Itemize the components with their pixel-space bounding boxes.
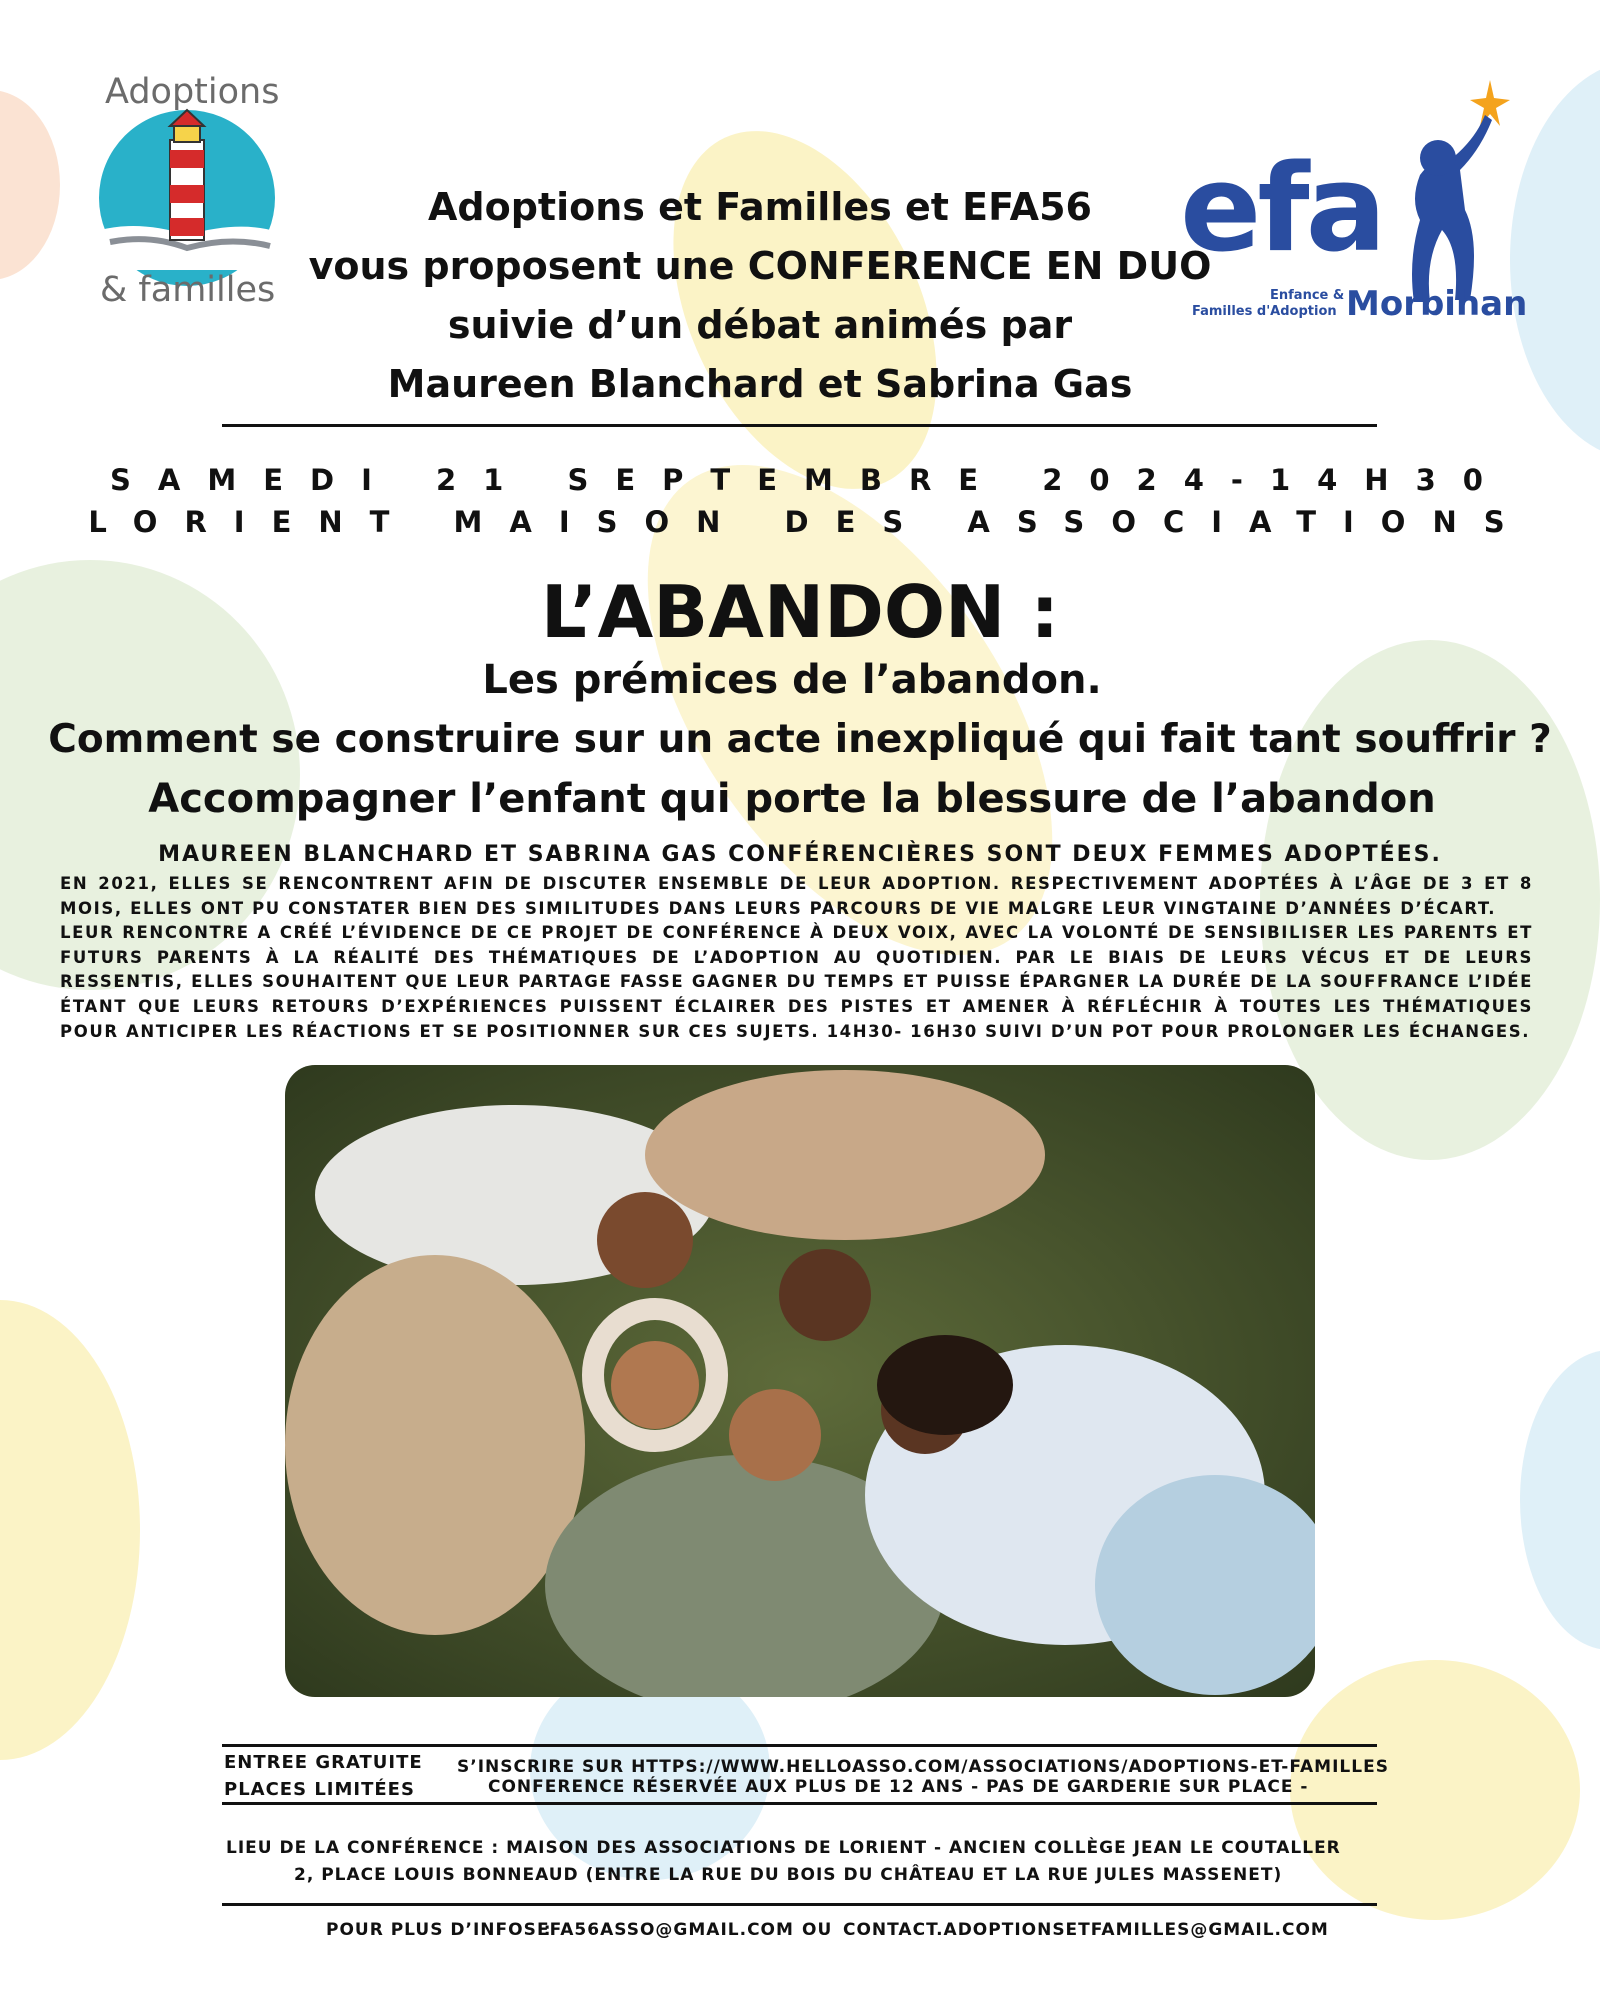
- efa-region-text: Morbihan: [1346, 284, 1528, 324]
- body-heading: MAUREEN BLANCHARD ET SABRINA GAS CONFÉRENCIÈRES SONT DEUX FEMMES ADOPTÉES.: [158, 842, 1442, 867]
- intro-line-4: Maureen Blanchard et Sabrina Gas: [387, 362, 1133, 406]
- efa-small-line2: Familles d'Adoption: [1192, 304, 1337, 319]
- email-adoptions-familles[interactable]: CONTACT.ADOPTIONSETFAMILLES@GMAIL.COM: [843, 1920, 1329, 1940]
- intro-block: [0, 178, 1560, 414]
- age-restriction: CONFERENCE RÉSERVÉE AUX PLUS DE 12 ANS - PAS DE GARDERIE SUR PLACE -: [488, 1777, 1309, 1797]
- footer-divider-1: [222, 1744, 1377, 1747]
- entry-free: ENTREE GRATUITE: [224, 1752, 423, 1773]
- efa-small-line1: Enfance &: [1270, 288, 1345, 303]
- intro-line-1: Adoptions et Familles et EFA56: [428, 185, 1092, 229]
- event-date: SAMEDI 21 SEPTEMBRE 2024-14H30: [110, 463, 1510, 497]
- places-limited: PLACES LIMITÉES: [224, 1779, 415, 1800]
- intro-line-2: vous proposent une CONFERENCE EN DUO: [308, 244, 1212, 288]
- body-text: [60, 872, 1533, 1044]
- main-title: L’ABANDON :: [540, 570, 1060, 654]
- body-paragraph-1: EN 2021, ELLES SE RENCONTRENT AFIN DE DISCUTER ENSEMBLE DE LEUR ADOPTION. RESPECTIVEMENT ADOPTÉES À L’ÂGE DE 3 ET 8 MOIS, ELLES ONT PU CONSTATER BIEN DES SIMILITUDES DANS LEURS PARCOURS DE VIE MALGRE LEUR VINGTAINE D’ANNÉES D’ÉCART.: [60, 874, 1533, 918]
- intro-line-3: suivie d’un débat animés par: [447, 303, 1073, 347]
- venue-line-1: LIEU DE LA CONFÉRENCE : MAISON DES ASSOCIATIONS DE LORIENT - ANCIEN COLLÈGE JEAN LE COUTALLER: [226, 1838, 1341, 1858]
- event-place: LORIENT MAISON DES ASSOCIATIONS: [88, 505, 1532, 539]
- email-efa56[interactable]: EFA56ASSO@GMAIL.COM: [537, 1920, 794, 1940]
- subtitle-2: Comment se construire sur un acte inexpliqué qui fait tant souffrir ?: [48, 717, 1552, 762]
- register-link[interactable]: S’INSCRIRE SUR HTTPS://WWW.HELLOASSO.COM/ASSOCIATIONS/ADOPTIONS-ET-FAMILLES: [457, 1757, 1389, 1777]
- efa-brand-text: efa: [1180, 140, 1383, 279]
- subtitle-3: Accompagner l’enfant qui porte la blessure de l’abandon: [148, 776, 1436, 822]
- body-paragraph-2: LEUR RENCONTRE A CRÉÉ L’ÉVIDENCE DE CE PROJET DE CONFÉRENCE À DEUX VOIX, AVEC LA VOLONTÉ DE SENSIBILISER LES PARENTS ET FUTURS PARENTS À LA RÉALITÉ DES THÉMATIQUES DE L’ADOPTION AU QUOTIDIEN. PAR LE BIAIS DE LEURS VÉCUS ET DE LEURS RESSENTIS, ELLES SOUHAITENT QUE LEUR PARTAGE FASSE GAGNER DU TEMPS ET PUISSE ÉPARGNER LA DURÉE DE LA SOUFFRANCE L’IDÉE ÉTANT QUE LEURS RETOURS D’EXPÉRIENCES PUISSENT ÉCLAIRER DES PISTES ET AMENER À RÉFLÉCHIR À TOUTES LES THÉMATIQUES POUR ANTICIPER LES RÉACTIONS ET SE POSITIONNER SUR CES SUJETS. 14H30- 16H30 SUIVI D’UN POT POUR PROLONGER LES ÉCHANGES.: [60, 923, 1533, 1041]
- bg-blob-yellow-bottom-right: [1290, 1660, 1580, 1920]
- left-logo-top-text: Adoptions: [105, 72, 280, 112]
- bg-blob-yellow-left: [0, 1300, 140, 1760]
- footer-divider-3: [222, 1903, 1377, 1906]
- footer-divider-2: [222, 1802, 1377, 1805]
- venue-line-2: 2, PLACE LOUIS BONNEAUD (ENTRE LA RUE DU BOIS DU CHÂTEAU ET LA RUE JULES MASSENET): [294, 1865, 1283, 1885]
- subtitle-1: Les prémices de l’abandon.: [482, 657, 1102, 703]
- header-divider: [222, 424, 1377, 427]
- left-logo-bottom-text: & familles: [100, 270, 276, 310]
- info-label: POUR PLUS D’INFOS :: [326, 1920, 552, 1940]
- bg-blob-blue-bottom-right: [1520, 1350, 1600, 1650]
- women-lying-on-grass-photo: [285, 1065, 1315, 1697]
- or-text: OU: [802, 1920, 833, 1940]
